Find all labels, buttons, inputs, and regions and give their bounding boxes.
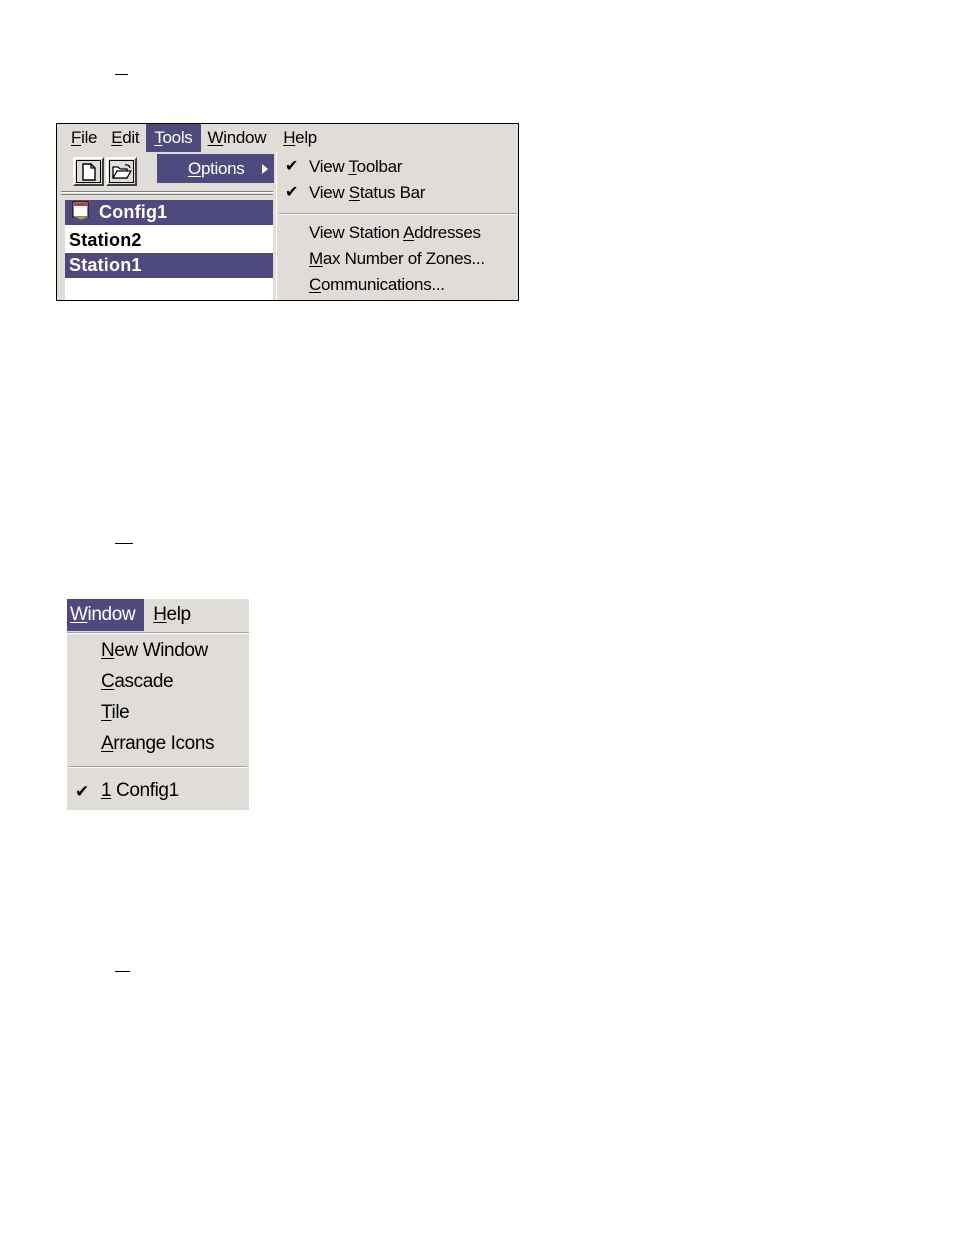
menu-help-rest: elp [295, 128, 317, 147]
submenu-item-label: View Station Addresses [309, 223, 481, 242]
menu-window-rest: indow [223, 128, 267, 147]
menu-help-rest: elp [166, 604, 191, 625]
menu-window-open[interactable]: Window [67, 599, 144, 631]
window-menu-tile[interactable] [101, 698, 129, 728]
toolbar-separator [61, 191, 273, 193]
options-submenu [276, 152, 519, 301]
menu-file[interactable]: File [71, 128, 98, 147]
menu-window[interactable]: Window [207, 128, 267, 147]
submenu-item-communications[interactable] [277, 272, 517, 298]
tools-options-screenshot [56, 123, 519, 301]
submenu-item-view-toolbar[interactable] [277, 154, 517, 180]
options-mnemonic: O [188, 159, 201, 178]
mnemonic: N [101, 640, 115, 661]
config-document-icon [71, 201, 93, 221]
submenu-item-label: View Status Bar [309, 183, 426, 202]
window-menu-new-window[interactable] [101, 636, 208, 666]
entry-rest: ew Window [114, 640, 208, 661]
submenu-item-label: Max Number of Zones... [309, 249, 485, 268]
toolbar [73, 157, 137, 186]
new-button-frame [76, 160, 101, 183]
open-folder-icon [112, 164, 132, 180]
menu-help[interactable]: Help [283, 128, 317, 147]
menu-window-rest: indow [87, 604, 136, 625]
check-icon: ✔ [285, 158, 299, 175]
window-menu-cascade[interactable] [101, 667, 173, 697]
submenu-arrow-icon [262, 164, 268, 174]
mnemonic: C [101, 671, 115, 692]
toolbar-separator-2 [61, 194, 273, 195]
tree-item-label: Config1 [99, 202, 168, 222]
entry-rest: ascade [114, 671, 174, 692]
entry-rest: Config1 [111, 780, 179, 801]
window-menu-separator [69, 766, 247, 768]
menu-top-separator [67, 632, 249, 634]
window-menu-arrange-icons[interactable] [101, 729, 214, 759]
mnemonic: 1 [101, 780, 112, 801]
submenu-item-label: View Toolbar [309, 157, 403, 176]
menu-tools-rest: ools [162, 128, 193, 147]
dash-mark-2 [115, 543, 133, 544]
open-button-frame [109, 160, 134, 183]
entry-rest: ile [111, 702, 130, 723]
check-icon: ✔ [75, 782, 89, 801]
options-rest: ptions [200, 159, 245, 178]
window-menu-config1[interactable] [101, 776, 179, 806]
tree-item-label: Station2 [69, 230, 142, 250]
window-menu-bar [67, 599, 195, 631]
submenu-item-view-station-addresses[interactable] [277, 220, 517, 246]
new-button[interactable] [73, 157, 104, 186]
menu-edit[interactable]: Edit [111, 128, 140, 147]
open-button[interactable] [106, 157, 137, 186]
station-tree [65, 200, 273, 301]
menu-bar [57, 124, 324, 152]
submenu-item-label: Communications... [309, 275, 445, 294]
submenu-item-view-status-bar[interactable] [277, 180, 517, 206]
check-icon: ✔ [285, 184, 299, 201]
tree-item-config1[interactable] [65, 200, 273, 225]
dash-mark-1 [115, 74, 128, 75]
menu-help-2[interactable]: Help [153, 604, 191, 625]
submenu-separator [279, 213, 517, 215]
tools-menu-options[interactable] [157, 154, 274, 183]
new-document-icon [82, 163, 96, 181]
dash-mark-3 [115, 971, 130, 972]
submenu-item-max-zones[interactable] [277, 246, 517, 272]
window-menu-screenshot [67, 599, 249, 810]
tree-item-station2[interactable] [65, 228, 273, 253]
menu-tools[interactable]: Tools [146, 124, 200, 152]
tree-item-label: Station1 [69, 255, 142, 275]
tree-item-station1[interactable] [65, 253, 273, 278]
menu-file-rest: ile [81, 128, 98, 147]
mnemonic: T [101, 702, 112, 723]
mnemonic: A [101, 733, 114, 754]
menu-edit-rest: dit [122, 128, 140, 147]
entry-rest: rrange Icons [113, 733, 215, 754]
